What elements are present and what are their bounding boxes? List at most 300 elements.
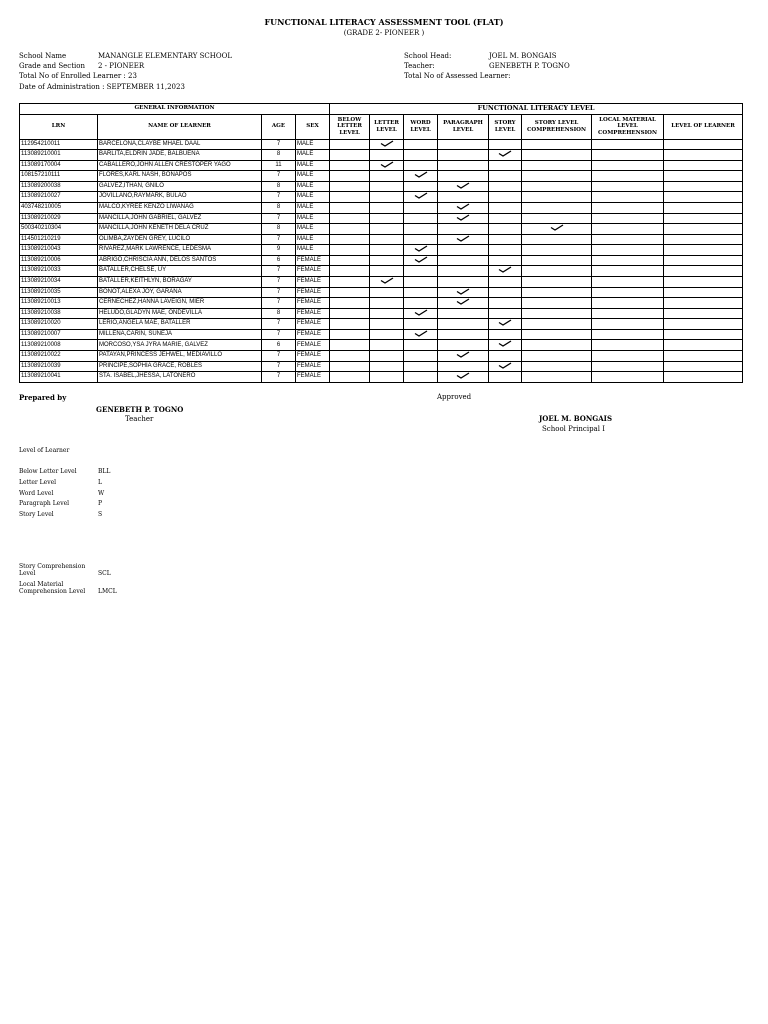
cell-lmlc bbox=[592, 245, 664, 256]
cell-bll bbox=[330, 171, 370, 182]
cell-paragraph bbox=[438, 298, 489, 309]
cell-sex: MALE bbox=[296, 234, 330, 245]
cell-sex: MALE bbox=[296, 192, 330, 203]
col-lrn: LRN bbox=[20, 114, 98, 139]
cell-name: GALVEZ,ITHAN, GÑILO bbox=[98, 181, 262, 192]
table-row bbox=[20, 192, 743, 203]
cell-story bbox=[489, 202, 522, 213]
cell-lmlc bbox=[592, 266, 664, 277]
cell-bll bbox=[330, 308, 370, 319]
cell-sex: MALE bbox=[296, 181, 330, 192]
document-title: FUNCTIONAL LITERACY ASSESSMENT TOOL (FLAT) bbox=[264, 17, 504, 27]
cell-lmlc bbox=[592, 329, 664, 340]
cell-sex: MALE bbox=[296, 224, 330, 235]
cell-paragraph bbox=[438, 224, 489, 235]
cell-word bbox=[404, 329, 438, 340]
school-head: JOEL M. BONGAIS bbox=[489, 52, 557, 60]
legend-lmcl-label: Local Material Comprehension Level bbox=[19, 581, 86, 595]
cell-story bbox=[489, 139, 522, 150]
cell-age: 7 bbox=[262, 139, 296, 150]
cell-lmlc bbox=[592, 234, 664, 245]
cell-lol bbox=[664, 202, 743, 213]
cell-letter bbox=[370, 202, 404, 213]
cell-paragraph bbox=[438, 266, 489, 277]
cell-lrn: 113089210013 bbox=[20, 298, 98, 309]
cell-story bbox=[489, 351, 522, 362]
table-row bbox=[20, 351, 743, 362]
cell-story bbox=[489, 213, 522, 224]
cell-letter bbox=[370, 298, 404, 309]
prepared-by-label: Prepared by bbox=[19, 393, 67, 402]
cell-name: RIVAREZ,MARK LAWRENCE, LEDESMA bbox=[98, 245, 262, 256]
legend-scl-code: SCL bbox=[98, 570, 111, 577]
cell-age: 7 bbox=[262, 372, 296, 383]
cell-letter bbox=[370, 329, 404, 340]
checkmark-icon bbox=[414, 193, 428, 199]
cell-sex: MALE bbox=[296, 171, 330, 182]
cell-name: JOVILLANO,RAYMARK, BULAO bbox=[98, 192, 262, 203]
cell-age: 8 bbox=[262, 308, 296, 319]
cell-name: BATALLER,KEITHLYN, BORAGAY bbox=[98, 277, 262, 288]
cell-name: BONOT,ALEXA JOY, GARANA bbox=[98, 287, 262, 298]
cell-age: 7 bbox=[262, 287, 296, 298]
cell-name: MANCILLA,JOHN GABRIEL, GALVEZ bbox=[98, 213, 262, 224]
cell-story bbox=[489, 255, 522, 266]
legend-item-code: L bbox=[98, 478, 102, 486]
cell-name: MANCILLA,JOHN KENETH DELA CRUZ bbox=[98, 224, 262, 235]
cell-bll bbox=[330, 372, 370, 383]
cell-lrn: 113089210029 bbox=[20, 213, 98, 224]
cell-story bbox=[489, 340, 522, 351]
cell-paragraph bbox=[438, 192, 489, 203]
cell-lmlc bbox=[592, 139, 664, 150]
cell-story bbox=[489, 298, 522, 309]
cell-slc bbox=[522, 319, 592, 330]
checkmark-icon bbox=[498, 151, 512, 157]
cell-lrn: 113089210039 bbox=[20, 361, 98, 372]
cell-lol bbox=[664, 255, 743, 266]
cell-lmlc bbox=[592, 213, 664, 224]
table-row bbox=[20, 171, 743, 182]
teacher-signatory: GENEBETH P. TOGNO bbox=[96, 405, 184, 414]
cell-lrn: 108157210111 bbox=[20, 171, 98, 182]
cell-name: BARCELONA,CLAYBE MHAEL DAAL bbox=[98, 139, 262, 150]
cell-name: LERIO,ANGELA MAE, BATALLER bbox=[98, 319, 262, 330]
cell-slc bbox=[522, 298, 592, 309]
cell-word bbox=[404, 181, 438, 192]
cell-story bbox=[489, 287, 522, 298]
cell-word bbox=[404, 139, 438, 150]
cell-lmlc bbox=[592, 160, 664, 171]
cell-sex: MALE bbox=[296, 150, 330, 161]
cell-story bbox=[489, 319, 522, 330]
col-age: AGE bbox=[262, 114, 296, 139]
school-name: MANANGLE ELEMENTARY SCHOOL bbox=[98, 52, 232, 60]
cell-age: 7 bbox=[262, 298, 296, 309]
cell-bll bbox=[330, 160, 370, 171]
cell-lol bbox=[664, 319, 743, 330]
cell-lmlc bbox=[592, 287, 664, 298]
legend-lmcl-code: LMCL bbox=[98, 588, 117, 595]
cell-word bbox=[404, 340, 438, 351]
cell-bll bbox=[330, 192, 370, 203]
cell-story bbox=[489, 372, 522, 383]
legend-item-label: Story Level bbox=[19, 511, 54, 519]
cell-bll bbox=[330, 245, 370, 256]
table-row bbox=[20, 329, 743, 340]
cell-lol bbox=[664, 139, 743, 150]
cell-slc bbox=[522, 245, 592, 256]
cell-age: 7 bbox=[262, 361, 296, 372]
cell-slc bbox=[522, 329, 592, 340]
cell-name: MALCO,KYREE KENZO LIWANAG bbox=[98, 202, 262, 213]
table-row bbox=[20, 340, 743, 351]
checkmark-icon bbox=[456, 373, 470, 379]
cell-paragraph bbox=[438, 139, 489, 150]
cell-letter bbox=[370, 192, 404, 203]
cell-age: 7 bbox=[262, 329, 296, 340]
cell-lol bbox=[664, 308, 743, 319]
cell-slc bbox=[522, 202, 592, 213]
cell-age: 8 bbox=[262, 202, 296, 213]
administration-date: Date of Administration : SEPTEMBER 11,2023 bbox=[19, 83, 185, 91]
col-paragraph-level: PARAGRAPH LEVEL bbox=[438, 114, 489, 139]
legend-scl-label: Story Comprehension Level bbox=[19, 563, 86, 577]
cell-slc bbox=[522, 351, 592, 362]
cell-story bbox=[489, 266, 522, 277]
cell-paragraph bbox=[438, 319, 489, 330]
cell-name: HELUDO,GLADYN MAE, ONDEVILLA bbox=[98, 308, 262, 319]
group-functional-literacy: FUNCTIONAL LITERACY LEVEL bbox=[330, 104, 743, 115]
cell-age: 8 bbox=[262, 150, 296, 161]
cell-word bbox=[404, 308, 438, 319]
cell-lmlc bbox=[592, 181, 664, 192]
cell-name: PATAYAN,PRINCESS JEHWEL, MEDIAVILLO bbox=[98, 351, 262, 362]
cell-sex: FEMALE bbox=[296, 319, 330, 330]
cell-lrn: 113089210035 bbox=[20, 287, 98, 298]
cell-sex: FEMALE bbox=[296, 287, 330, 298]
cell-lol bbox=[664, 372, 743, 383]
cell-word bbox=[404, 234, 438, 245]
cell-letter bbox=[370, 213, 404, 224]
cell-lol bbox=[664, 340, 743, 351]
checkmark-icon bbox=[456, 183, 470, 189]
cell-age: 11 bbox=[262, 160, 296, 171]
table-row bbox=[20, 202, 743, 213]
cell-word bbox=[404, 224, 438, 235]
cell-lrn: 113089210043 bbox=[20, 245, 98, 256]
cell-paragraph bbox=[438, 372, 489, 383]
table-row bbox=[20, 245, 743, 256]
approved-label: Approved bbox=[437, 393, 472, 401]
cell-paragraph bbox=[438, 277, 489, 288]
col-word-level: WORD LEVEL bbox=[404, 114, 438, 139]
col-level-of-learner: LEVEL OF LEARNER bbox=[664, 114, 743, 139]
cell-lmlc bbox=[592, 202, 664, 213]
cell-bll bbox=[330, 255, 370, 266]
cell-lrn: 113089200038 bbox=[20, 181, 98, 192]
cell-paragraph bbox=[438, 181, 489, 192]
cell-lrn: 113089210008 bbox=[20, 340, 98, 351]
cell-word bbox=[404, 255, 438, 266]
cell-letter bbox=[370, 319, 404, 330]
cell-lrn: 113089210041 bbox=[20, 372, 98, 383]
cell-sex: MALE bbox=[296, 245, 330, 256]
legend-item-label: Letter Level bbox=[19, 478, 57, 486]
cell-lol bbox=[664, 266, 743, 277]
cell-sex: FEMALE bbox=[296, 255, 330, 266]
cell-letter bbox=[370, 245, 404, 256]
col-letter-level: LETTER LEVEL bbox=[370, 114, 404, 139]
table-row bbox=[20, 266, 743, 277]
cell-lrn: 113089210034 bbox=[20, 277, 98, 288]
checkmark-icon bbox=[456, 299, 470, 305]
teacher-title: Teacher bbox=[125, 415, 154, 423]
cell-sex: MALE bbox=[296, 202, 330, 213]
checkmark-icon bbox=[498, 268, 512, 274]
cell-lrn: 113089210001 bbox=[20, 150, 98, 161]
cell-lmlc bbox=[592, 224, 664, 235]
cell-letter bbox=[370, 277, 404, 288]
cell-paragraph bbox=[438, 213, 489, 224]
cell-age: 6 bbox=[262, 255, 296, 266]
table-row bbox=[20, 160, 743, 171]
cell-name: MILLENA,CARIN, SUNEJA bbox=[98, 329, 262, 340]
checkmark-icon bbox=[456, 352, 470, 358]
cell-sex: MALE bbox=[296, 213, 330, 224]
checkmark-icon bbox=[498, 363, 512, 369]
cell-lol bbox=[664, 171, 743, 182]
legend-item-label: Word Level bbox=[19, 489, 54, 497]
cell-bll bbox=[330, 213, 370, 224]
cell-slc bbox=[522, 361, 592, 372]
cell-word bbox=[404, 319, 438, 330]
grade-section: 2 - PIONEER bbox=[98, 62, 145, 70]
cell-slc bbox=[522, 224, 592, 235]
school-name-label: School Name bbox=[19, 52, 67, 60]
cell-bll bbox=[330, 224, 370, 235]
cell-lrn: 113089210020 bbox=[20, 319, 98, 330]
table-row bbox=[20, 150, 743, 161]
checkmark-icon bbox=[414, 331, 428, 337]
cell-lrn: 113089210033 bbox=[20, 266, 98, 277]
cell-age: 7 bbox=[262, 171, 296, 182]
cell-bll bbox=[330, 277, 370, 288]
cell-word bbox=[404, 192, 438, 203]
cell-sex: MALE bbox=[296, 160, 330, 171]
flat-table bbox=[19, 103, 743, 383]
cell-letter bbox=[370, 181, 404, 192]
cell-lmlc bbox=[592, 298, 664, 309]
checkmark-icon bbox=[456, 215, 470, 221]
cell-word bbox=[404, 160, 438, 171]
cell-paragraph bbox=[438, 340, 489, 351]
principal-title: School Principal I bbox=[542, 425, 605, 433]
teacher-label: Teacher: bbox=[404, 62, 435, 70]
col-name: NAME OF LEARNER bbox=[98, 114, 262, 139]
table-row bbox=[20, 139, 743, 150]
cell-sex: FEMALE bbox=[296, 298, 330, 309]
table-row bbox=[20, 213, 743, 224]
col-sex: SEX bbox=[296, 114, 330, 139]
cell-sex: FEMALE bbox=[296, 266, 330, 277]
cell-lmlc bbox=[592, 150, 664, 161]
cell-paragraph bbox=[438, 255, 489, 266]
cell-letter bbox=[370, 361, 404, 372]
cell-lrn: 114501210219 bbox=[20, 234, 98, 245]
cell-sex: FEMALE bbox=[296, 340, 330, 351]
teacher-name: GENEBETH P. TOGNO bbox=[489, 62, 570, 70]
cell-paragraph bbox=[438, 234, 489, 245]
table-row bbox=[20, 308, 743, 319]
cell-lrn: 113089210006 bbox=[20, 255, 98, 266]
cell-bll bbox=[330, 351, 370, 362]
cell-word bbox=[404, 287, 438, 298]
col-below-letter-level: BELOW LETTER LEVEL bbox=[330, 114, 370, 139]
cell-story bbox=[489, 224, 522, 235]
checkmark-icon bbox=[498, 320, 512, 326]
cell-paragraph bbox=[438, 351, 489, 362]
table-row bbox=[20, 234, 743, 245]
legend-item-label: Paragraph Level bbox=[19, 500, 70, 508]
cell-lol bbox=[664, 213, 743, 224]
cell-lol bbox=[664, 277, 743, 288]
cell-lmlc bbox=[592, 255, 664, 266]
cell-bll bbox=[330, 361, 370, 372]
cell-word bbox=[404, 266, 438, 277]
col-local-material-comprehension: LOCAL MATERIAL LEVEL COMPREHENSION bbox=[592, 114, 664, 139]
cell-lmlc bbox=[592, 308, 664, 319]
cell-letter bbox=[370, 139, 404, 150]
cell-bll bbox=[330, 319, 370, 330]
cell-name: BARLITA,ELDRIN JADE, BALBUENA bbox=[98, 150, 262, 161]
cell-letter bbox=[370, 150, 404, 161]
legend-item-label: Below Letter Level bbox=[19, 468, 77, 475]
cell-paragraph bbox=[438, 171, 489, 182]
cell-story bbox=[489, 192, 522, 203]
cell-lol bbox=[664, 181, 743, 192]
cell-sex: MALE bbox=[296, 139, 330, 150]
cell-bll bbox=[330, 340, 370, 351]
cell-slc bbox=[522, 213, 592, 224]
cell-age: 6 bbox=[262, 340, 296, 351]
table-row bbox=[20, 372, 743, 383]
cell-lrn: 500340210304 bbox=[20, 224, 98, 235]
cell-lrn: 403748210005 bbox=[20, 202, 98, 213]
cell-age: 9 bbox=[262, 245, 296, 256]
cell-letter bbox=[370, 171, 404, 182]
cell-story bbox=[489, 171, 522, 182]
cell-word bbox=[404, 213, 438, 224]
cell-story bbox=[489, 329, 522, 340]
cell-age: 7 bbox=[262, 192, 296, 203]
group-general-information: GENERAL INFORMATION bbox=[20, 104, 330, 115]
cell-age: 7 bbox=[262, 213, 296, 224]
cell-slc bbox=[522, 181, 592, 192]
cell-sex: FEMALE bbox=[296, 277, 330, 288]
table-row bbox=[20, 298, 743, 309]
school-head-label: School Head: bbox=[404, 52, 452, 60]
cell-age: 7 bbox=[262, 319, 296, 330]
cell-letter bbox=[370, 255, 404, 266]
cell-name: ABRIGO,CHRISCIA ANN, DELOS SANTOS bbox=[98, 255, 262, 266]
cell-bll bbox=[330, 150, 370, 161]
cell-slc bbox=[522, 372, 592, 383]
cell-letter bbox=[370, 351, 404, 362]
checkmark-icon bbox=[414, 310, 428, 316]
cell-letter bbox=[370, 308, 404, 319]
cell-word bbox=[404, 361, 438, 372]
legend-heading: Level of Learner bbox=[19, 447, 70, 454]
cell-letter bbox=[370, 224, 404, 235]
cell-name: CABALLERO,JOHN ALLEN CRESTOPER YAGO bbox=[98, 160, 262, 171]
table-row bbox=[20, 277, 743, 288]
cell-slc bbox=[522, 266, 592, 277]
cell-lmlc bbox=[592, 351, 664, 362]
cell-word bbox=[404, 277, 438, 288]
cell-slc bbox=[522, 160, 592, 171]
cell-lol bbox=[664, 224, 743, 235]
cell-bll bbox=[330, 181, 370, 192]
cell-name: OLIMBA,ZAYDEN GREY, LUCILO bbox=[98, 234, 262, 245]
cell-letter bbox=[370, 372, 404, 383]
cell-name: CERNECHEZ,HANNA LAVEIGN, MIER bbox=[98, 298, 262, 309]
cell-age: 7 bbox=[262, 266, 296, 277]
table-row bbox=[20, 224, 743, 235]
cell-name: BATALLER,CHELSE, UY bbox=[98, 266, 262, 277]
cell-lmlc bbox=[592, 277, 664, 288]
cell-paragraph bbox=[438, 160, 489, 171]
cell-bll bbox=[330, 287, 370, 298]
cell-story bbox=[489, 308, 522, 319]
cell-slc bbox=[522, 277, 592, 288]
cell-lol bbox=[664, 287, 743, 298]
legend-item-code: W bbox=[98, 489, 105, 497]
table-row bbox=[20, 287, 743, 298]
cell-letter bbox=[370, 340, 404, 351]
legend-item-code: S bbox=[98, 511, 103, 519]
cell-paragraph bbox=[438, 150, 489, 161]
table-row bbox=[20, 255, 743, 266]
checkmark-icon bbox=[550, 225, 564, 231]
cell-lrn: 113089210027 bbox=[20, 192, 98, 203]
cell-slc bbox=[522, 234, 592, 245]
col-story-comprehension: STORY LEVEL COMPREHENSION bbox=[522, 114, 592, 139]
cell-story bbox=[489, 277, 522, 288]
cell-lmlc bbox=[592, 319, 664, 330]
cell-bll bbox=[330, 329, 370, 340]
cell-paragraph bbox=[438, 202, 489, 213]
cell-lmlc bbox=[592, 171, 664, 182]
cell-name: FLORES,KARL NASH, BONAPOS bbox=[98, 171, 262, 182]
total-assessed: Total No of Assessed Learner: bbox=[404, 72, 511, 80]
cell-name: MORCOSO,YSA JYRA MARIE, GALVEZ bbox=[98, 340, 262, 351]
cell-slc bbox=[522, 192, 592, 203]
cell-sex: FEMALE bbox=[296, 329, 330, 340]
cell-lrn: 113089210038 bbox=[20, 308, 98, 319]
table-row bbox=[20, 319, 743, 330]
cell-age: 7 bbox=[262, 351, 296, 362]
total-enrolled: Total No of Enrolled Learner : 23 bbox=[19, 72, 137, 80]
cell-name: STA. ISABEL,JHESSA, LATONERO bbox=[98, 372, 262, 383]
cell-sex: FEMALE bbox=[296, 372, 330, 383]
table-row bbox=[20, 181, 743, 192]
legend-item-code: P bbox=[98, 500, 103, 508]
table-row bbox=[20, 361, 743, 372]
cell-word bbox=[404, 351, 438, 362]
cell-word bbox=[404, 171, 438, 182]
cell-story bbox=[489, 150, 522, 161]
